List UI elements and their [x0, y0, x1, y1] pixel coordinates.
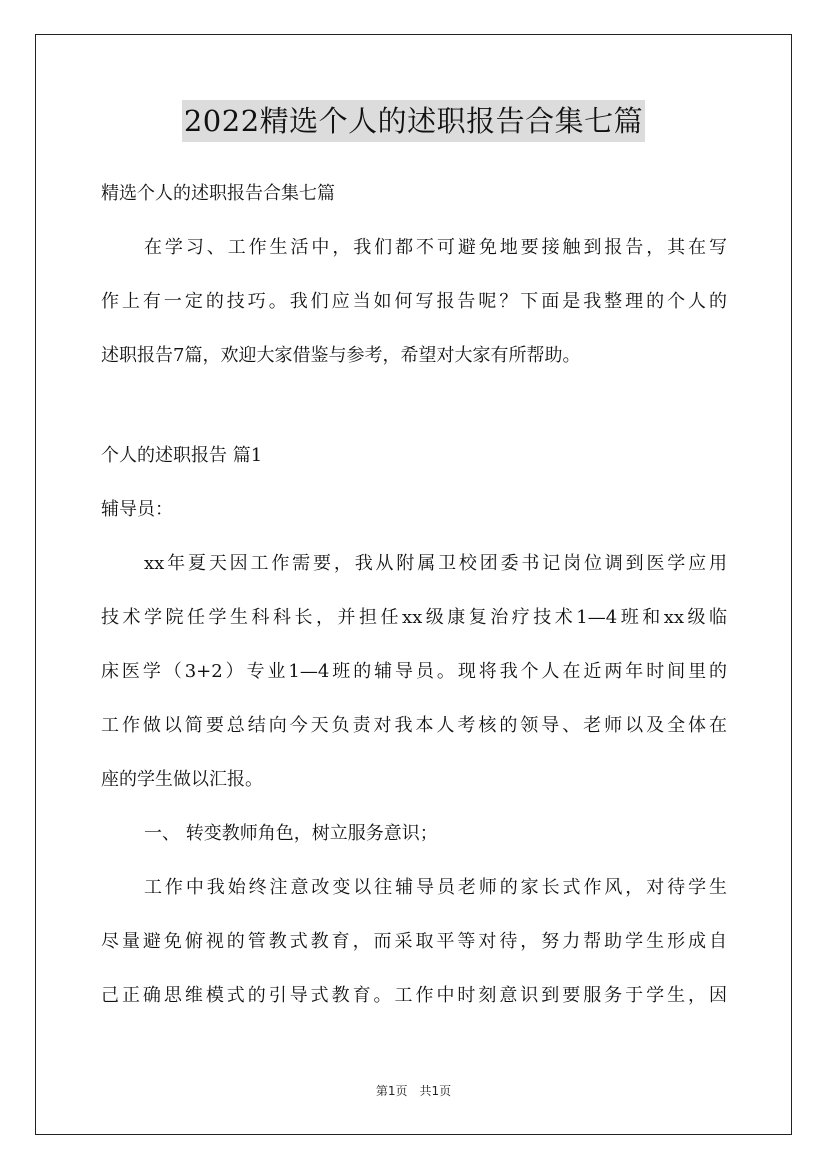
- body-line-5: 座的学生做以汇报。: [101, 769, 263, 790]
- intro-line-3: 述职报告7篇，欢迎大家借鉴与参考，希望对大家有所帮助。: [101, 345, 581, 366]
- body-line-4: 工作做以简要总结向今天负责对我本人考核的领导、老师以及全体在: [101, 715, 727, 736]
- page-footer: [0, 1082, 827, 1099]
- section-heading: 个人的述职报告 篇1: [101, 445, 263, 466]
- intro-line-1: 在学习、工作生活中，我们都不可避免地要接触到报告，其在写: [144, 237, 727, 258]
- point-one-line-1: 工作中我始终注意改变以往辅导员老师的家长式作风，对待学生: [144, 877, 727, 898]
- page-number: 第1页 共1页: [375, 1084, 452, 1098]
- point-one-heading: 一、 转变教师角色，树立服务意识；: [144, 823, 438, 844]
- salutation: 辅导员：: [101, 499, 173, 520]
- point-one-line-3: 己正确思维模式的引导式教育。工作中时刻意识到要服务于学生，因: [101, 985, 727, 1006]
- document-body: [101, 172, 727, 1028]
- intro-line-2: 作上有一定的技巧。我们应当如何写报告呢？下面是我整理的个人的: [101, 291, 727, 312]
- title-container: [0, 100, 827, 142]
- document-subtitle: 精选个人的述职报告合集七篇: [101, 183, 335, 204]
- body-line-1: xx年夏天因工作需要，我从附属卫校团委书记岗位调到医学应用: [144, 553, 727, 574]
- body-line-3: 床医学（3+2）专业1—4班的辅导员。现将我个人在近两年时间里的: [101, 661, 727, 682]
- document-title: 2022精选个人的述职报告合集七篇: [182, 100, 645, 142]
- body-line-2: 技术学院任学生科科长，并担任xx级康复治疗技术1—4班和xx级临: [101, 607, 727, 628]
- paragraph-gap: [101, 388, 727, 434]
- point-one-line-2: 尽量避免俯视的管教式教育，而采取平等对待，努力帮助学生形成自: [101, 931, 727, 952]
